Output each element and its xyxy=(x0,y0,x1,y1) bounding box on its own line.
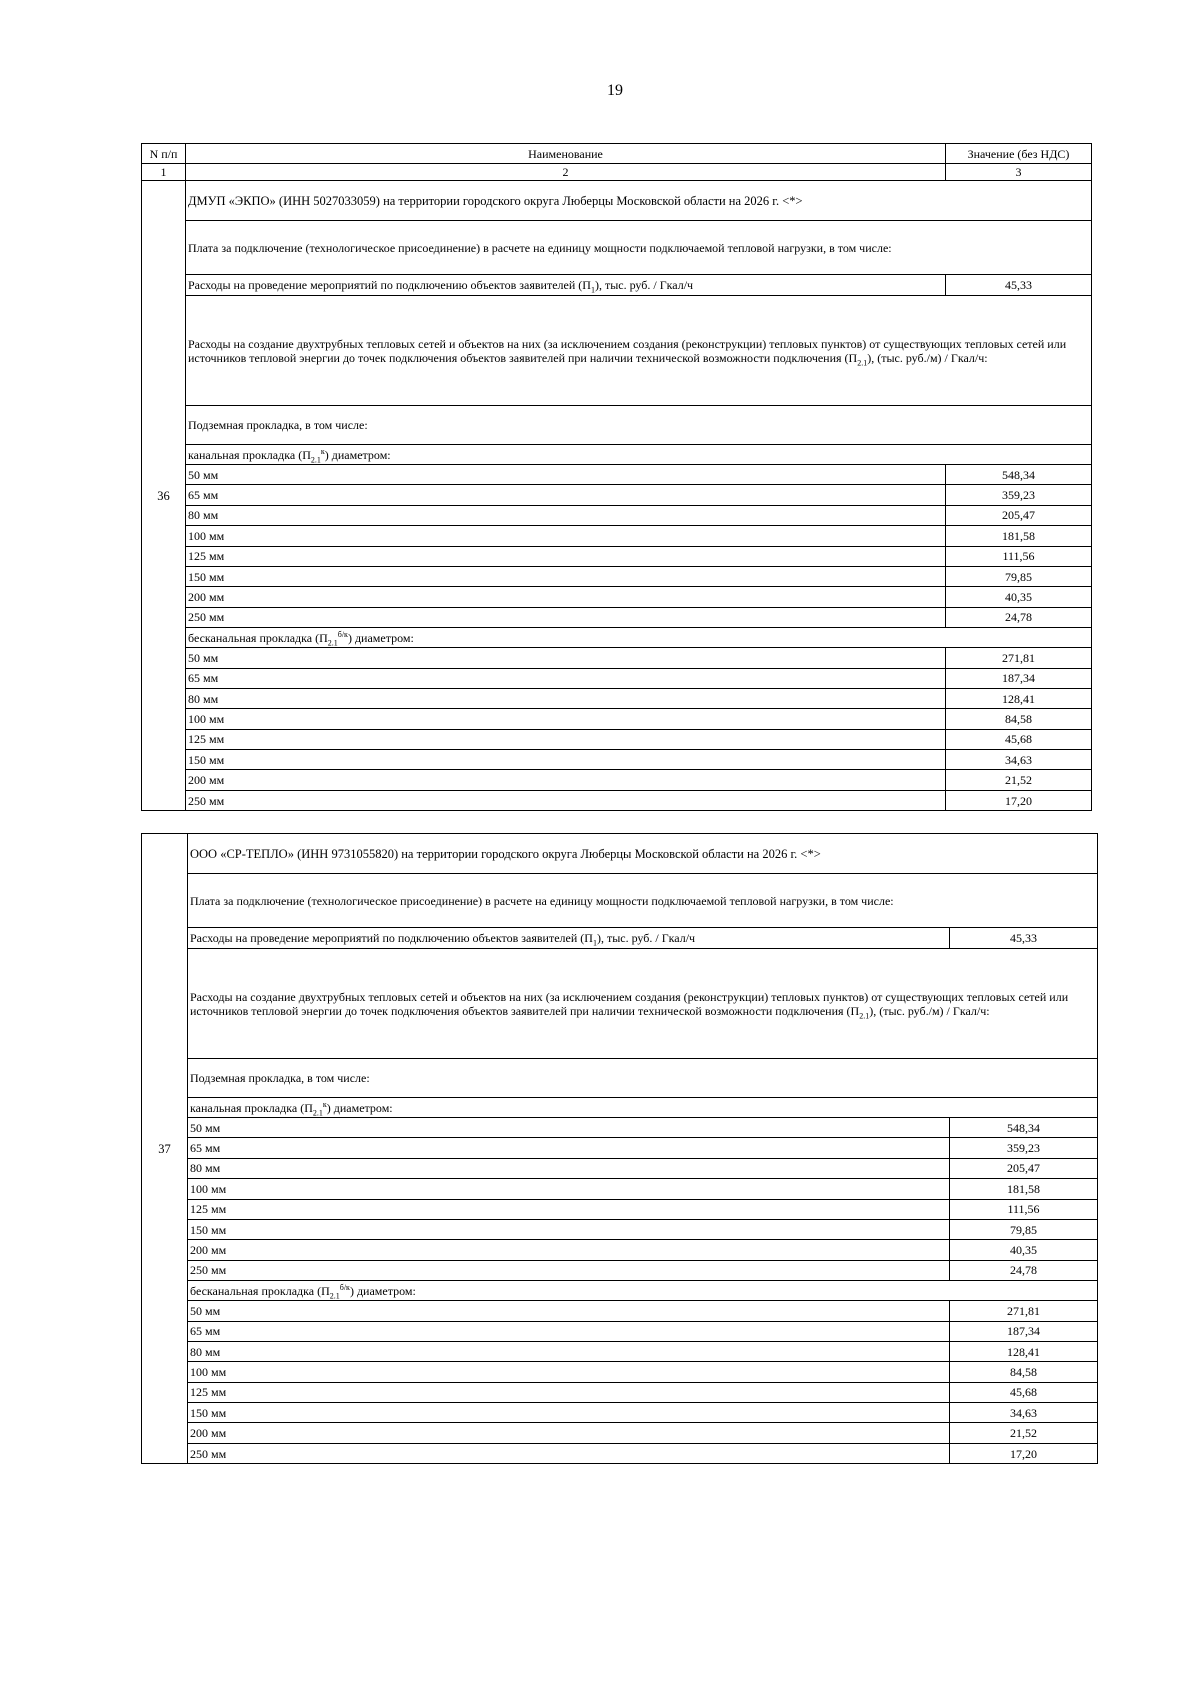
diameter-label: 80 мм xyxy=(188,1158,950,1178)
diameter-value: 187,34 xyxy=(950,1321,1098,1341)
diameter-label: 80 мм xyxy=(186,688,946,708)
p21-text-a: Расходы на создание двухтрубных тепловых сетей и объектов на них (за исключением создания (реконструкции) тепловых пунктов) от существующих тепловых сетей или источников тепловой энергии до точек подключения объектов заявителей при наличии технической возможности подключения (П xyxy=(188,336,1067,365)
table-row xyxy=(142,526,1092,546)
beskanal-heading xyxy=(186,628,1092,648)
diameter-label: 65 мм xyxy=(186,485,946,505)
table-row xyxy=(142,1321,1098,1341)
table-row xyxy=(142,1382,1098,1402)
p1-text-a: Расходы на проведение мероприятий по подключению объектов заявителей (П xyxy=(190,931,593,945)
diameter-value: 21,52 xyxy=(950,1423,1098,1443)
beskanal-text-a: бесканальная прокладка (П xyxy=(190,1283,330,1298)
diameter-label: 100 мм xyxy=(188,1179,950,1199)
diameter-value: 187,34 xyxy=(946,668,1092,688)
diameter-label: 100 мм xyxy=(188,1362,950,1382)
table-row xyxy=(142,1138,1098,1158)
column-number-3: 3 xyxy=(946,164,1092,181)
beskanal-heading-row xyxy=(142,628,1092,648)
section-title-row xyxy=(142,834,1098,874)
diameter-value: 17,20 xyxy=(950,1443,1098,1463)
diameter-label: 50 мм xyxy=(186,465,946,485)
plata-text: Плата за подключение (технологическое присоединение) в расчете на единицу мощности подключаемой тепловой нагрузки, в том числе: xyxy=(188,874,1098,928)
section-number: 37 xyxy=(142,834,188,1464)
diameter-value: 21,52 xyxy=(946,770,1092,790)
kanal-text-b: ) диаметром: xyxy=(326,1100,393,1115)
table-row xyxy=(142,566,1092,586)
header-number: N п/п xyxy=(142,144,186,164)
diameter-value: 205,47 xyxy=(950,1158,1098,1178)
table-row xyxy=(142,1423,1098,1443)
beskanal-superscript: б/к xyxy=(339,1282,350,1292)
header-name: Наименование xyxy=(186,144,946,164)
diameter-value: 84,58 xyxy=(950,1362,1098,1382)
table-row xyxy=(142,1443,1098,1463)
diameter-label: 50 мм xyxy=(186,648,946,668)
table-row xyxy=(142,1260,1098,1280)
column-number-2: 2 xyxy=(186,164,946,181)
diameter-label: 150 мм xyxy=(186,750,946,770)
beskanal-superscript: б/к xyxy=(337,629,348,639)
diameter-value: 128,41 xyxy=(950,1341,1098,1361)
beskanal-text-b: ) диаметром: xyxy=(349,1283,416,1298)
kanal-superscript: к xyxy=(322,1099,327,1109)
p21-text-b: ), (тыс. руб./м) / Гкал/ч: xyxy=(867,350,988,365)
table-row xyxy=(142,1199,1098,1219)
p1-subscript: 1 xyxy=(592,938,597,948)
kanal-subscript: 2.1 xyxy=(312,1107,323,1117)
table-row xyxy=(142,1219,1098,1239)
page-number: 19 xyxy=(607,82,623,99)
p1-row xyxy=(142,275,1092,296)
diameter-label: 100 мм xyxy=(186,526,946,546)
diameter-label: 250 мм xyxy=(188,1443,950,1463)
kanal-superscript: к xyxy=(320,446,325,456)
table-row xyxy=(142,668,1092,688)
header-value: Значение (без НДС) xyxy=(946,144,1092,164)
plata-row xyxy=(142,874,1098,928)
diameter-value: 359,23 xyxy=(946,485,1092,505)
table-row xyxy=(142,770,1092,790)
diameter-label: 65 мм xyxy=(188,1138,950,1158)
table-row xyxy=(142,750,1092,770)
diameter-label: 250 мм xyxy=(188,1260,950,1280)
plata-text: Плата за подключение (технологическое присоединение) в расчете на единицу мощности подключаемой тепловой нагрузки, в том числе: xyxy=(186,221,1092,275)
diameter-value: 548,34 xyxy=(946,465,1092,485)
column-number-1: 1 xyxy=(142,164,186,181)
table-row xyxy=(142,505,1092,525)
table-row xyxy=(142,729,1092,749)
p21-subscript: 2.1 xyxy=(859,1010,870,1020)
diameter-value: 548,34 xyxy=(950,1118,1098,1138)
p1-label xyxy=(188,928,950,949)
tariff-table-36 xyxy=(141,143,1092,811)
p1-text-a: Расходы на проведение мероприятий по подключению объектов заявителей (П xyxy=(188,278,591,292)
beskanal-text-a: бесканальная прокладка (П xyxy=(188,630,328,645)
kanal-heading xyxy=(188,1098,1098,1118)
diameter-value: 45,68 xyxy=(946,729,1092,749)
table-row xyxy=(142,587,1092,607)
diameter-label: 125 мм xyxy=(186,729,946,749)
diameter-value: 24,78 xyxy=(950,1260,1098,1280)
table-row xyxy=(142,709,1092,729)
p21-text xyxy=(188,949,1098,1059)
diameter-label: 200 мм xyxy=(186,770,946,790)
p1-label xyxy=(186,275,946,296)
beskanal-text-b: ) диаметром: xyxy=(347,630,414,645)
diameter-value: 17,20 xyxy=(946,790,1092,810)
diameter-value: 128,41 xyxy=(946,688,1092,708)
section-title: ДМУП «ЭКПО» (ИНН 5027033059) на территории городского округа Люберцы Московской области на 2026 г. <*> xyxy=(186,181,1092,221)
diameter-value: 34,63 xyxy=(950,1403,1098,1423)
kanal-heading-row xyxy=(142,445,1092,465)
p21-text-b: ), (тыс. руб./м) / Гкал/ч: xyxy=(869,1003,990,1018)
diameter-value: 24,78 xyxy=(946,607,1092,627)
table-row xyxy=(142,485,1092,505)
diameter-value: 181,58 xyxy=(946,526,1092,546)
diameter-label: 200 мм xyxy=(188,1423,950,1443)
kanal-text-a: канальная прокладка (П xyxy=(190,1100,313,1115)
diameter-value: 84,58 xyxy=(946,709,1092,729)
diameter-value: 271,81 xyxy=(950,1301,1098,1321)
diameter-value: 34,63 xyxy=(946,750,1092,770)
kanal-subscript: 2.1 xyxy=(310,454,321,464)
table-row xyxy=(142,546,1092,566)
diameter-value: 40,35 xyxy=(946,587,1092,607)
table-header-row xyxy=(142,144,1092,164)
diameter-value: 40,35 xyxy=(950,1240,1098,1260)
beskanal-subscript: 2.1 xyxy=(327,638,338,648)
podzem-row xyxy=(142,1059,1098,1098)
table-row xyxy=(142,465,1092,485)
table-row xyxy=(142,1301,1098,1321)
p21-row xyxy=(142,949,1098,1059)
kanal-text-a: канальная прокладка (П xyxy=(188,447,311,462)
p1-subscript: 1 xyxy=(590,285,595,295)
p21-text xyxy=(186,296,1092,406)
diameter-label: 200 мм xyxy=(186,587,946,607)
podzem-row xyxy=(142,406,1092,445)
beskanal-heading-row xyxy=(142,1281,1098,1301)
kanal-heading-row xyxy=(142,1098,1098,1118)
diameter-value: 111,56 xyxy=(946,546,1092,566)
diameter-label: 80 мм xyxy=(188,1341,950,1361)
table-row xyxy=(142,1403,1098,1423)
p21-subscript: 2.1 xyxy=(857,357,868,367)
plata-row xyxy=(142,221,1092,275)
diameter-label: 65 мм xyxy=(188,1321,950,1341)
tariff-table-37 xyxy=(141,833,1098,1464)
p1-text-b: ), тыс. руб. / Гкал/ч xyxy=(594,278,694,292)
diameter-value: 205,47 xyxy=(946,505,1092,525)
diameter-value: 359,23 xyxy=(950,1138,1098,1158)
p1-value: 45,33 xyxy=(946,275,1092,296)
podzem-text: Подземная прокладка, в том числе: xyxy=(188,1059,1098,1098)
diameter-label: 125 мм xyxy=(188,1382,950,1402)
diameter-value: 271,81 xyxy=(946,648,1092,668)
table-row xyxy=(142,1341,1098,1361)
table-row xyxy=(142,1240,1098,1260)
p21-text-a: Расходы на создание двухтрубных тепловых сетей и объектов на них (за исключением создания (реконструкции) тепловых пунктов) от существующих тепловых сетей или источников тепловой энергии до точек подключения объектов заявителей при наличии технической возможности подключения (П xyxy=(190,989,1069,1018)
diameter-value: 45,68 xyxy=(950,1382,1098,1402)
diameter-label: 250 мм xyxy=(186,607,946,627)
diameter-label: 150 мм xyxy=(188,1403,950,1423)
beskanal-heading xyxy=(188,1281,1098,1301)
p1-row xyxy=(142,928,1098,949)
section-number: 36 xyxy=(142,181,186,811)
table-row xyxy=(142,648,1092,668)
diameter-label: 100 мм xyxy=(186,709,946,729)
kanal-text-b: ) диаметром: xyxy=(324,447,391,462)
diameter-label: 150 мм xyxy=(188,1219,950,1239)
diameter-label: 250 мм xyxy=(186,790,946,810)
table-row xyxy=(142,1179,1098,1199)
diameter-label: 150 мм xyxy=(186,566,946,586)
diameter-value: 79,85 xyxy=(950,1219,1098,1239)
table-row xyxy=(142,1362,1098,1382)
p1-text-b: ), тыс. руб. / Гкал/ч xyxy=(596,931,696,945)
podzem-text: Подземная прокладка, в том числе: xyxy=(186,406,1092,445)
diameter-label: 80 мм xyxy=(186,505,946,525)
table-row xyxy=(142,1118,1098,1138)
table-row xyxy=(142,1158,1098,1178)
diameter-value: 181,58 xyxy=(950,1179,1098,1199)
kanal-heading xyxy=(186,445,1092,465)
diameter-label: 50 мм xyxy=(188,1301,950,1321)
diameter-label: 200 мм xyxy=(188,1240,950,1260)
p1-value: 45,33 xyxy=(950,928,1098,949)
diameter-label: 125 мм xyxy=(186,546,946,566)
table-row xyxy=(142,688,1092,708)
diameter-label: 50 мм xyxy=(188,1118,950,1138)
beskanal-subscript: 2.1 xyxy=(329,1291,340,1301)
diameter-value: 111,56 xyxy=(950,1199,1098,1219)
diameter-value: 79,85 xyxy=(946,566,1092,586)
p21-row xyxy=(142,296,1092,406)
section-title: ООО «СР-ТЕПЛО» (ИНН 9731055820) на территории городского округа Люберцы Московской области на 2026 г. <*> xyxy=(188,834,1098,874)
section-title-row xyxy=(142,181,1092,221)
diameter-label: 65 мм xyxy=(186,668,946,688)
table-row xyxy=(142,790,1092,810)
diameter-label: 125 мм xyxy=(188,1199,950,1219)
column-numbers-row xyxy=(142,164,1092,181)
table-row xyxy=(142,607,1092,627)
